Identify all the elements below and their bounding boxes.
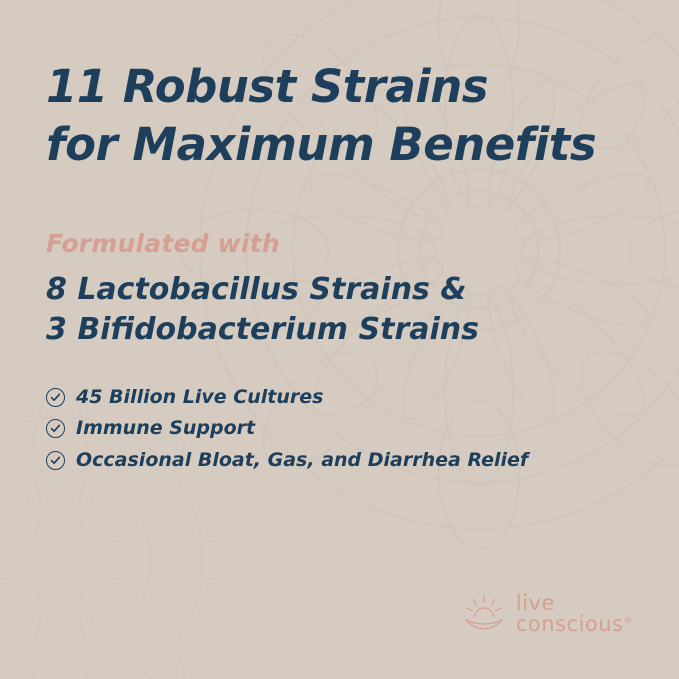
checkmark-icon (46, 388, 65, 407)
brand-logo (461, 593, 633, 635)
checkmark-icon (46, 451, 65, 470)
checkmark-icon (46, 419, 65, 438)
brand-name-line-2 (516, 614, 633, 635)
brand-wordmark (516, 593, 633, 635)
brand-name-line-1: live (515, 591, 555, 615)
benefit-label: Immune Support (76, 417, 256, 440)
benefits-list (46, 387, 633, 472)
headline-line-1: 11 Robust Strains (46, 60, 489, 113)
strain-breakdown (46, 270, 633, 350)
strain-line-2: 3 Bifidobacterium Strains (46, 312, 479, 348)
page-title (46, 58, 633, 173)
list-item (46, 418, 633, 439)
benefit-label: 45 Billion Live Cultures (76, 385, 324, 408)
benefit-label: Occasional Bloat, Gas, and Diarrhea Relief (76, 449, 529, 472)
formulated-with-label: Formulated with (46, 229, 280, 259)
headline-line-2: for Maximum Benefits (46, 117, 597, 171)
list-item (46, 387, 633, 408)
registered-mark: ® (623, 616, 633, 626)
sunrise-leaf-logo-icon (461, 593, 507, 635)
strain-line-1: 8 Lactobacillus Strains & (46, 272, 467, 308)
brand-name-text: conscious (515, 612, 624, 636)
list-item (46, 450, 633, 471)
